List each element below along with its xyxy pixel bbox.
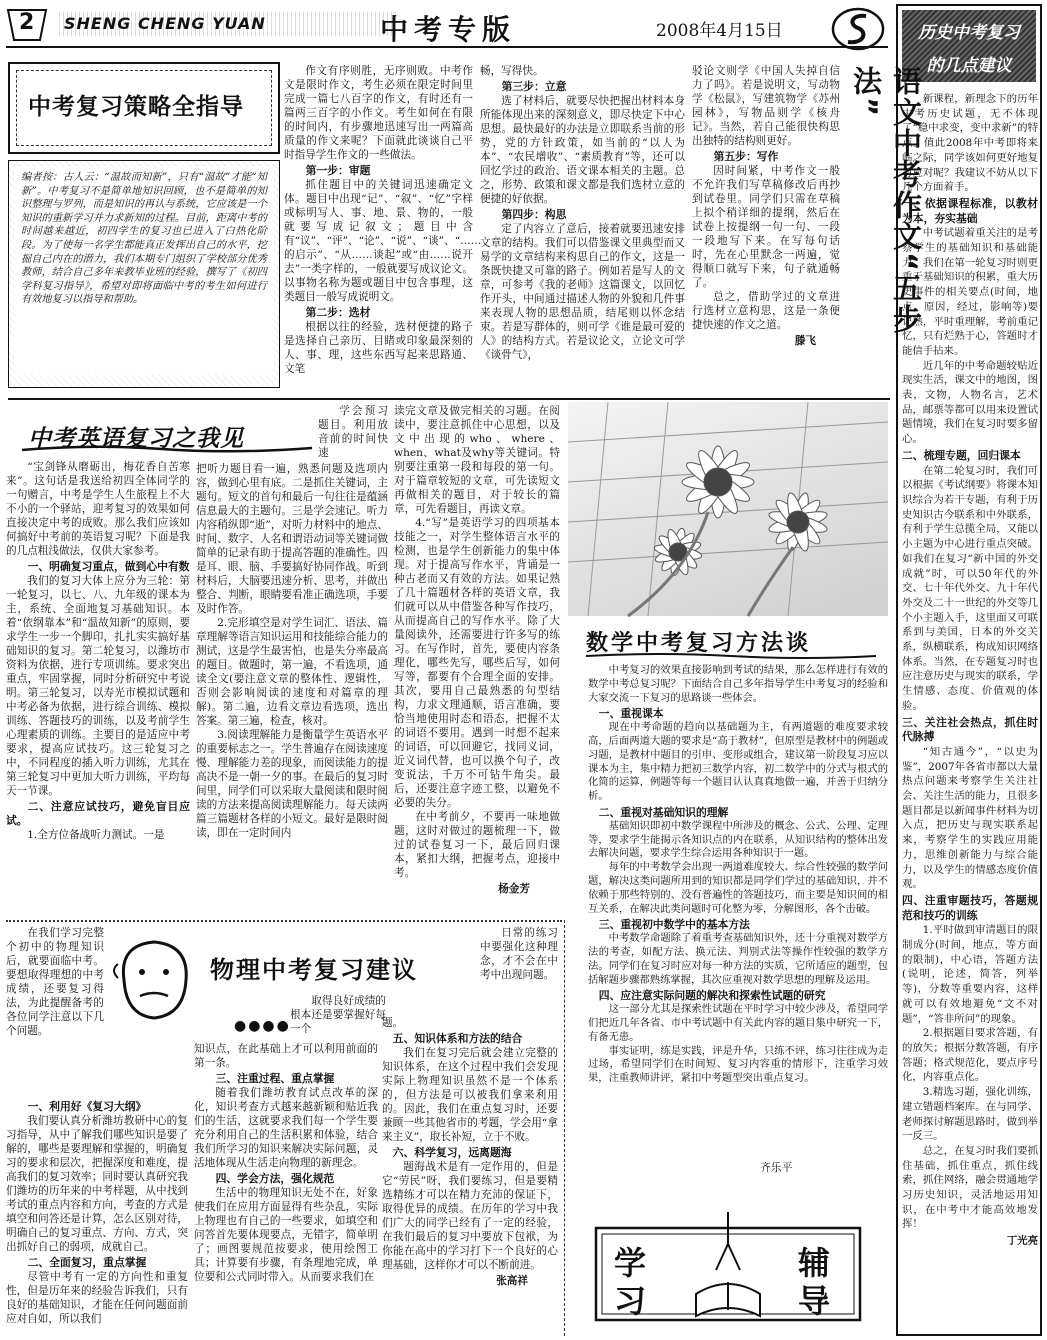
page-header: [0, 0, 1047, 60]
math-paragraph: 中考数学命题除了着重考查基础知识外，还十分重视对数学方法的考查，如配方法、换元法、判别式法等操作性较强的数学方法。同学们在复习时应对每一种方法的实质，它所适应的题型，包括解题步骤都熟练掌握，其次应重视对数学思想的理解及运用。: [588, 932, 888, 986]
physics-divider: [6, 920, 562, 922]
english-title: 中考英语复习之我见: [28, 426, 244, 452]
composition-col-3: [692, 64, 840, 394]
physics-col-2: [194, 1042, 378, 1338]
editor-note: 编者按：古人云：“温故而知新”，只有“温故”才能“知新”。中考复习不是简单地知识回顾，也不是简单的知识整理与罗列，而是知识的再认与系统，它应该是一个知识的重新学习并力求新知的过程。目前，距离中考的时间越来越近，初四学生的复习也已进入了白热化阶段。为了使每一名学生都能真正发挥出自己的水平，挖掘自己内在的潜力，我们本期专门组织了学校部分优秀教师，结合自己多年来教毕业班的经验，撰写了《初四学科复习指导》，希望对即将面临中考的考生如何进行有效地复习以指导和帮助。: [15, 167, 273, 375]
math-underline-icon: [586, 652, 876, 660]
editor-note-box: [8, 160, 280, 388]
history-paragraph: 在第二轮复习时，我们可以根据《考试纲要》将课本知识综合为若干专题，有利于历史知识古今联系和中外联系，有利于学生总揽全局，又能以小主题为中心进行重点突破。如我们在复习“新中国的外交成就”时，可以50年代的外交、七十年代外交、九十年代外交及二十一世纪的外交等几个小主题入手，这里面又可联系到与美国，日本的外交关系，纵横联系，构成知识网络体系。当然，在专题复习时也应注意历史与现实的联系，学生情感、态度、价值观的体验。: [902, 464, 1038, 712]
math-paragraph: 事实证明，练是实践，评是升华，只练不评，练习往往成为走过场，希望同学们在时间短、复习内容重的情形下，注重学习效果，注重教师讲评，紧扣中考题型突出重点复习。: [588, 1044, 888, 1085]
logo-char-4: 导: [798, 1282, 831, 1320]
composition-step-5: 第五步：写作: [713, 150, 779, 163]
composition-paragraph: 因时间紧，中考作文一般不允许我们写草稿修改后再抄到试卷里。同学们只需在草稿上拟个稍详细的提纲，然后在试卷上按提纲一句一句、一段一段地写下来。在写每句话时，先在心里默念一两遍，觉得顺口就写下来，句子就通畅了。: [692, 165, 840, 289]
english-heading-2: 二、注意应试技巧，避免盲目应试。: [6, 800, 190, 827]
history-author: 丁光亮: [1006, 1235, 1038, 1248]
composition-paragraph: 畅，写得快。: [480, 65, 544, 77]
physics-paragraph: 我们要认真分析潍坊教研中心的复习指导，从中了解我们哪些知识是要了解的，哪些是要理解和掌握的，明确复习的要求和层次，把握深度和难度，提高我们的复习效率；同时要认真研究我们潍坊的历年来的中考样题，从中找到考试的重点内容和方向，考查的方式是填空和问答还是计算，怎么区别对待，明确自己的复习重点、方向、方式，突出抓好自己的弱项，成就自己。: [6, 1115, 188, 1253]
english-author: 杨金芳: [498, 883, 530, 895]
english-paragraph: 我们的复习大体上应分为三轮：第一轮复习，以七、八、九年级的课本为主，系统、全面地复习基础知识。本着“依纲靠本”和“温故知新”的原则，要求学生一步一个脚印，扎扎实实搞好基础知识的复习。第二轮复习，以潍坊市资料为依据，进行专项训练。要求突出重点，牢固掌握，同时分析研究中考说明。第三轮复习，以寿光市模拟试题和中考必备为依据，进行综合训练、模拟训练、答题技巧的训练，以及考前学生心理素质的训练。主要目的是适应中考要求，提高应试技巧。这三轮复习之中，不同程度的插入听力训练，尤其在第三轮复习中更加大听力训练，平均每天一节课。: [6, 575, 190, 797]
physics-heading-2: 二、全面复习，重点掌握: [27, 1256, 147, 1269]
history-paragraph: 2.根据题目要求答题，有的放矢；根据分数答题，有序答题；格式规范化，要点序号化，内容重点化。: [902, 1027, 1038, 1084]
physics-paragraph: 尽管中考有一定的方向性和重复性，但是历年来的经验告诉我们，只有良好的基础知识，才能在任何问题面前应对自如，所以我们: [6, 1271, 188, 1325]
english-paragraph: 4.“写”是英语学习的四项基本技能之一，对学生整体语言水平的检测，也是学生创新能力的集中体现。对于提高写作水平，背诵是一种古老而又有效的方法。如果记熟了几十篇题材各样的英语文章，我们就可以从中借鉴各种写作技巧，从而提高自己的写作水平。除了大量阅读外，还需要进行许多写的练习。在写作时，首先，要使内容条理化，哪些先写，哪些后写，如何写等，都要有个合理全面的安排。其次，要用自己最熟悉的句型结构，力求文理通顺，语言准确，要恰当地使用时态和语态，把握不太的词语不要用。遇到一时想不起来的词语，可以回避它，找同义词，近义词代替，也可以换个句子，改变说法，千万不可钻牛角尖。最后，还要注意字迹工整，以避免不必要的失分。: [394, 517, 560, 809]
title-underline-icon: [22, 444, 312, 454]
english-col-2-top: [318, 404, 388, 462]
history-paragraph: 新课程，新理念下的历年中考历史试题，无不体现了“稳中求变，变中求新”的特点。值此2008年中考即将来临之际，同学该如何更好地复习应对呢？我建议不妨从以下几个方面着手。: [902, 93, 1038, 194]
logo-char-2: 习: [614, 1282, 647, 1320]
issue-date: 2008年4月15日: [656, 21, 783, 41]
physics-intro: [6, 926, 104, 1096]
physics-title-area: [206, 946, 462, 986]
physics-paragraph: 题海战术是有一定作用的，但是它“劳民”呀，我们要练习，但是要精选精练才可以在精力充沛的保证下，取得优异的成绩。在历年的学习中我们广大的同学已经有了一定的经验，在我们最后的复习中要放下包袱，为你能在高中的学习打下一个良好的心理基础，这样你才可以不断前进。: [382, 1161, 558, 1271]
composition-step-1: 第一步：审题: [305, 164, 371, 177]
history-paragraph: “知古通今”，“以史为鉴”，2007年各省市都以大量热点问题来考察学生关注社会、关注生活的能力，且很多题目都是以新闻事件材料为切入点，把历史与现实联系起来，考察学生的实践应用能力，思维创新能力与综合能力，以及学生的情感态度价值观。: [902, 745, 1038, 891]
daisy-flowers-icon: [568, 402, 888, 616]
english-paragraph: 把听力题目看一遍，熟悉问题及选项内容，做到心里有底。二是抓住关键词，主题句。短文的首句和最后一句往往是蕴涵信息最大的主题句。三是学会速记。听力内容稍纵即“逝”，对听力材料中的地点、时间、数字、人名和谓语动词等关键词做简单的记录有助于提高答题的准确性。四是耳、眼、脑、手要搞好协同作战。听到材料后，大脑要迅速分析、思考，并做出整合、判断，眼睛要看准正确选项，手要及时作答。: [196, 463, 388, 615]
history-heading-2: 二、梳理专题，回归课本: [902, 448, 1021, 462]
composition-paragraph: 总之，借助学过的文章进行选材立意构思，这是一条便捷快速的作文之道。: [692, 291, 840, 331]
math-title: 数学中考复习方法谈: [586, 630, 812, 656]
physics-math-divider: [564, 920, 565, 1336]
english-paragraph: 1.全方位备战听力测试。一是: [27, 829, 165, 841]
physics-mid-top: [290, 994, 386, 1040]
math-author: 齐乐平: [760, 1161, 793, 1174]
history-paragraph: 1.平时做到审清题目的限制成分(时间，地点，等方面的限制)，中心语，答题方法(说明，论述，简答，列举等)，分数等重要内容，这样就可以有效地避免“文不对题”，“答非所问”的现象。: [902, 924, 1038, 1025]
composition-step-3: 第三步：立意: [501, 80, 567, 93]
physics-dots: ●●●●: [234, 1018, 291, 1034]
physics-paragraph: 随着我们潍坊教育试点改革的深化，知识考查方式越来越新颖和贴近我们的生活，这就要求我们每一个学生要充分利用自己的生活积累和体验，结合我们所学习的知识来解决实际问题，灵活地体现从生活走向物理的新理念。: [194, 1087, 378, 1169]
physics-title: 物理中考复习建议: [210, 956, 418, 984]
english-col-1: [6, 460, 190, 922]
physics-author: 张高祥: [496, 1275, 528, 1287]
english-paragraph: 3.阅读理解能力是衡量学生英语水平的重要标志之一。学生普遍存在阅读速度慢、理解能力差的现象，而阅读能力的提高决不是一朝一夕的事。在最后的复习时间里，同学们可以采取大量阅读和限时阅读的方法来提高阅读理解能力。每天读两篇三篇题材各样的小短文。最好是限时阅读，即在一定时间内: [196, 729, 388, 839]
physics-paragraph: 我们在复习完后就会建立完整的知识体系，在这个过程中我们会发现实际上物理知识虽然不是一个体系的，但方法是可以被我们拿来利用的。因此，我们在重点复习时，还要兼顾一些其他省市的考题，学会用“拿来主义”，取长补短，立于不败。: [382, 1047, 558, 1143]
page-number: 2: [19, 10, 35, 35]
english-paragraph: 学会预习题目。利用放音前的时间快速: [318, 405, 388, 459]
composition-author: 滕飞: [794, 335, 816, 347]
physics-col-3: [382, 1016, 558, 1326]
math-paragraph: 每年的中考数学会出现一两道难度较大、综合性较强的数学问题，解决这类问题所用到的知识都是同学们学过的基础知识，并不依赖于那些特别的、没有普遍性的答题技巧，而主要是知识间的相互关系，在解决此类问题时可化整为零，分解图形，各个击破。: [588, 861, 888, 915]
flower-photo: [568, 402, 888, 616]
physics-cartoon: [104, 930, 204, 1030]
history-paragraph: 中考试题着重关注的是考察学生的基础知识和基础能力，我们在第一轮复习时则更重于基础知识的积累，重大历史事件的相关要点(时间，地点，原因，经过，影响等)要记熟，平时重理解，考前重记忆，只有烂熟于心，答题时才能信手拈来。: [902, 227, 1038, 357]
physics-heading-5: 五、知识体系和方法的结合: [392, 1032, 523, 1045]
math-paragraph: 中考复习的效果直接影响到考试的结果，那么怎样进行有效的数学中考总复习呢？下面结合自己多年指导学生中考复习的经验和大家交流一下复习的思路谈一些体会。: [588, 664, 888, 704]
physics-paragraph: 取得良好成绩的根本还是要掌握好每一个: [290, 995, 386, 1035]
history-paragraph: 近几年的中考命题较贴近现实生活，课文中的地图，图表，文物，人物名言，艺术品，邮票等都可以用来设置试题情境，我们在复习时要多留心。: [902, 359, 1038, 446]
section-title: 中考专版: [380, 13, 517, 46]
section-divider-top: [8, 398, 890, 400]
composition-step-2: 第二步：选材: [305, 306, 371, 319]
history-paragraph: 3.精选习题，强化训练，建立错题档案库。在与同学、老师探讨解题思路时，做到举一反三。: [902, 1086, 1038, 1143]
english-col-2: [196, 462, 388, 924]
composition-paragraph: 根据以往的经验，选材便捷的路子是选择自己亲历、目睹或印象最深刻的人、事、理，这些东西写起来思路通、文笔: [284, 321, 473, 375]
math-paragraph: 现在中考命题的趋向以基础题为主，有两道题的难度要求较高，后面两道大题的要求是“高于教材”，但原型是教材中的例题或习题，是教材中题目的引申、变形或组合，建议第一阶段复习应以课本为主，集中精力把初三数学内容，初二数学中的分式与根式的化简的运算，例题等每一个题目认认真真地做一遍，并善于归纳分析。: [588, 721, 888, 803]
english-paragraph: “宝剑锋从磨砺出，梅花香自苦寒来”。这句话是我送给初四全体同学的一句赠言，中考是学生人生旅程上不大不小的一个驿站，迎考复习的效果如何直接决定中考的成败。那么我们应该如何搞好中考前的英语复习呢？下面是我的几点粗浅做法，仅供大家参考。: [6, 461, 190, 557]
strategy-title: 中考复习策略全指导: [28, 94, 244, 120]
history-heading-3: 三、关注社会热点，抓住时代脉搏: [902, 715, 1038, 744]
thinking-face-icon: [104, 930, 204, 1030]
physics-heading-4: 四、学会方法，强化规范: [215, 1172, 335, 1185]
composition-paragraph: 定了内容立了意后，接着就要迅速安排文章的结构。我们可以借鉴课文里典型而又易学的文章结构来构思自己的作文，这是一条既快捷又可靠的路子。例如若是写人的文章，可参考《我的老师》这篇课文，以回忆作开头，中间通过描述人物的外貌和几件事来表现人物的思想品质，结尾则以怀念结束。若是写群体的，则可学《谁是最可爱的人》的结构方式。若是议论文，立论文可学《谈骨气》，: [480, 223, 685, 361]
physics-paragraph: 生活中的物理知识无处不在，好象使我们在应用方面显得有些杂乱，实际上物理也有自己的一些要求，如填空和问答首先要体现要点，无错字，简单明了；画图要规范按要求，使用绘图工具；计算要有步骤，有条理地完成，单位要和公式同时带入。从而要求我们在: [194, 1187, 378, 1283]
math-heading-4: 四、应注意实际问题的解决和探索性试题的研究: [598, 989, 826, 1003]
math-title-area: [568, 616, 888, 662]
composition-step-4: 第四步：构思: [501, 208, 567, 221]
composition-paragraph: 作文有序则胜，无序则败。中考作文是限时作文，考生必须在限定时间里完成一篇七八百字的作文，有时还有一篇两三百字的小作文。考生如何在有限的时间内，有步骤地迅速写出一两篇高质量的作文来呢？下面就此谈谈自己平时指导学生作文的一些做法。: [284, 65, 473, 161]
composition-col-1: [268, 64, 482, 394]
physics-right-top: [480, 926, 558, 1010]
physics-paragraph: 在我们学习完整个初中的物理知识后，就要面临中考。要想取得理想的中考成绩，还要复习得法，为此提醒备考的各位同学注意以下几个问题。: [6, 927, 104, 1037]
math-heading-3: 三、重视初中数学中的基本方法: [598, 918, 750, 932]
strategy-title-box: [8, 62, 280, 154]
physics-heading-1: 一、利用好《复习大纲》: [27, 1100, 147, 1113]
math-paragraph: 基础知识即初中数学课程中所涉及的概念、公式、公理、定理等，要求学生能揭示各知识点的内在联系，从知识结构的整体出发去解决问题，要求学生综合运用各种知识于一题。: [588, 819, 888, 860]
composition-col-2: [480, 64, 685, 394]
math-body: [588, 664, 888, 1085]
composition-paragraph: 驳论文则学《中国人失掉自信力了吗》。若是说明文，写动物学《松鼠》，写建筑物学《苏州园林》，写物品则学《核舟记》。当然，若自己能很快构思出独特的结构则更好。: [692, 65, 840, 147]
history-title-line2: 的几点建议: [926, 56, 1012, 76]
header-pinyin-band: [56, 12, 396, 36]
logo-char-3: 辅: [798, 1244, 831, 1282]
physics-paragraph: 知识点，在此基础上才可以利用前面的第一条。: [194, 1043, 378, 1069]
english-col-3: [394, 404, 560, 918]
english-paragraph: 2.完形填空是对学生词汇、语法、篇章理解等语言知识运用和技能综合能力的测试，这是学生最害怕，也是失分率最高的题目。做题时，第一遍，不看选项，通读全文(要注意文章的整体性、逻辑性，否则会影响阅读的速度和对篇章的理解)。第二遍，边看文章边看选项，选出答案。第三遍，检查，核对。: [196, 617, 388, 727]
math-paragraph: 这一部分尤其是探索性试题在平时学习中较少涉及，希望同学们把近几年各省、市中考试题中有关此内容的题目集中研究一下，有备无患。: [588, 1003, 888, 1043]
english-heading-1: 一、明确复习重点，做到心中有数: [27, 560, 190, 573]
english-paragraph: 在中考前夕，不要再一味地做题，这时对做过的题梳理一下，做过的试卷复习一下，最后回归课本，紧扣大纲，把握考点，迎接中考。: [394, 811, 560, 879]
history-heading-1: 一、依据课程标准，以教材为本，夯实基础: [902, 196, 1038, 225]
composition-title-vertical: [846, 66, 923, 386]
physics-col-1: [6, 1098, 188, 1338]
composition-paragraph: 选了材料后，就要尽快把握出材料本身所能体现出来的深刻意义，即尽快定下中心思想。最快最好的办法是立即联系当前的形势，党的方针政策，如当前的“以人为本”、“农民增收”、“素质教育”等，还可以回忆学过的政治、语文课本相关的主题。总之，形势、政策和课文都是我们选材立意的便捷的好依据。: [480, 95, 685, 205]
history-title-line1: 历史中考复习: [918, 23, 1020, 43]
physics-paragraph: 日常的练习中要强化这种理念，才不会在中考中出现问题。: [480, 927, 558, 981]
study-guidance-logo: [592, 1204, 864, 1330]
page-number-badge: [6, 6, 50, 44]
history-heading-4: 四、注重审题技巧，答题规范和技巧的训练: [902, 893, 1038, 922]
history-paragraph: 总之，在复习时我们要抓住基础，抓住重点，抓住线索，抓住网络，融会贯通地学习历史知识，灵活地运用知识，在中考中才能高效地发挥！: [902, 1144, 1038, 1231]
composition-title: 语文中考作文“五步法”: [849, 66, 923, 336]
header-pinyin: SHENG CHENG YUAN: [64, 14, 266, 33]
composition-paragraph: 抓住题目中的关键词迅速确定文体。题目中出现“记”、“叙”、“忆”字样或标明写人、事、地、景、物的，一般就要写成记叙文；题目中含有“议”、“评”、“论”、“说”、“谈”、“……的启示”、“从……谈起”或“由……说开去”一类字样的，一般就要写成议论文。以事物名称为题或题目中包含事理，这类题目一般写成说明文。: [284, 179, 482, 303]
header-rule: [6, 46, 888, 48]
logo-char-1: 学: [614, 1244, 647, 1282]
english-paragraph: 读完文章及做完相关的习题。在阅读中，要注意抓住中心思想，以及文中出现的who、where、when、what及why等关键词。特别要注重第一段和每段的第一句。对于篇章较短的文章，可先读短文再做相关的题目，对于较长的篇章，可先看题目，再读文章。: [394, 405, 560, 515]
physics-heading-6: 六、科学复习，远离题海: [392, 1146, 512, 1159]
physics-paragraph: 题。: [382, 1017, 404, 1029]
math-heading-2: 二、重视对基础知识的理解: [598, 805, 729, 819]
english-title-area: [8, 404, 314, 456]
math-heading-1: 一、重视课本: [598, 707, 664, 721]
physics-heading-3: 三、注重过程、重点掌握: [215, 1072, 335, 1085]
